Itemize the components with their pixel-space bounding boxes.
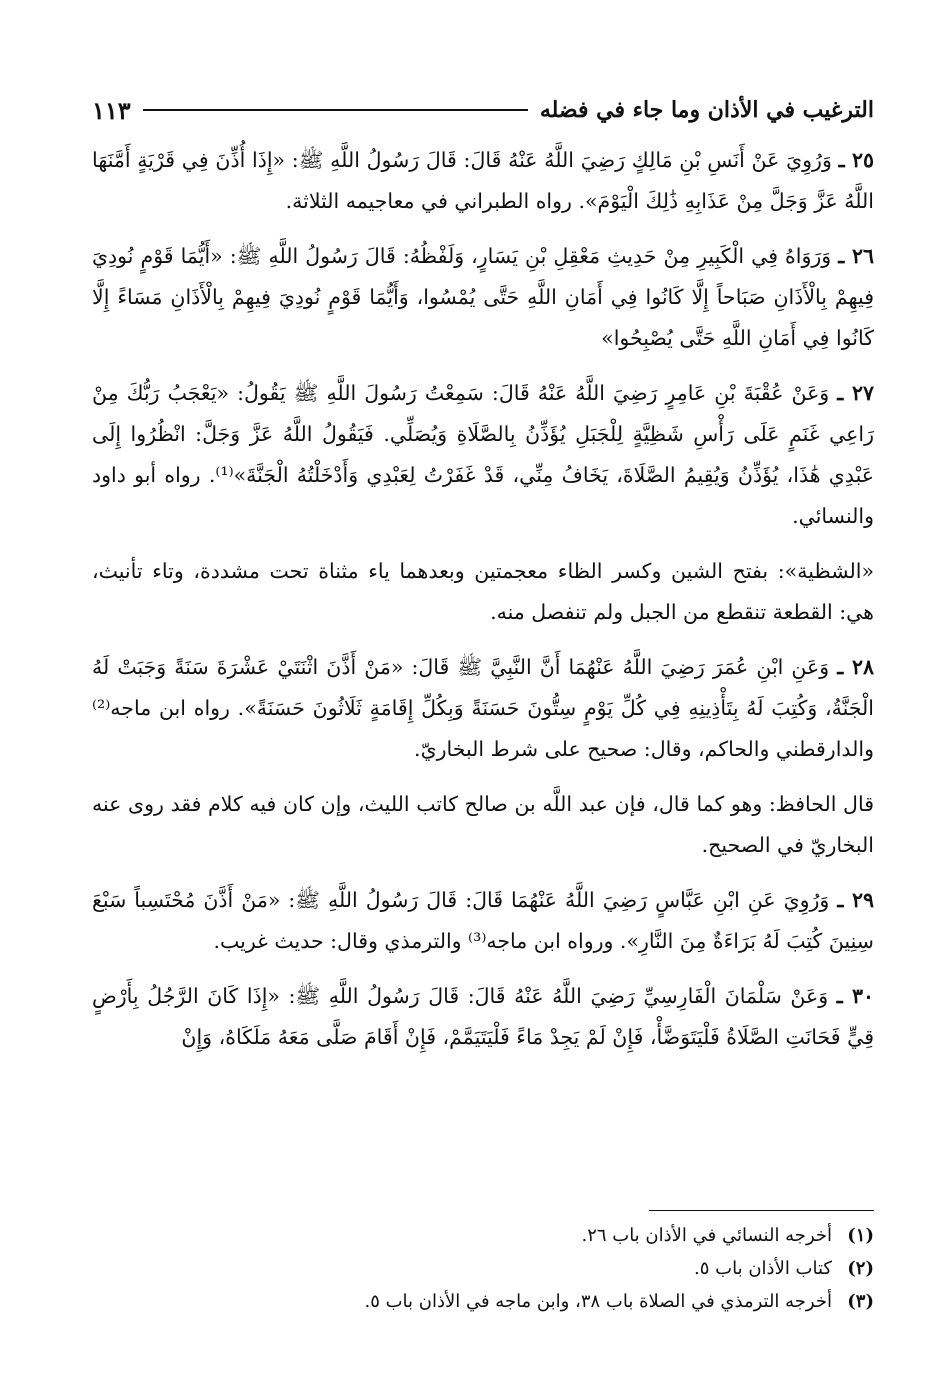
footnote-text: كتاب الأذان باب ٥.: [694, 1258, 832, 1279]
hadith-paragraph: [92, 880, 874, 962]
header-rule: [143, 109, 528, 111]
hadith-paragraph: [92, 236, 874, 359]
commentary-paragraph: [92, 551, 874, 633]
hadith-text: وَعَنِ ابْنِ عُمَرَ رَضِيَ اللَّهُ عَنْهُمَا أَنَّ النَّبِيَّ ﷺ قَالَ: «مَنْ أَذَّنَ اثْنَتَيْ عَشْرَةَ سَنَةً وَجَبَتْ لَهُ الْجَنَّةُ، وَكُتِبَ لَهُ بِتَأْذِينِهِ فِي كُلِّ يَوْمٍ سِتُّونَ حَسَنَةً وَبِكُلِّ إِقَامَةٍ ثَلَاثُونَ حَسَنَةً». رواه ابن ماجه⁽²⁾ والدارقطني والحاكم، وقال: صحيح على شرط البخاريّ.: [92, 655, 874, 761]
commentary-text: «الشظية»: بفتح الشين وكسر الظاء معجمتين وبعدهما ياء مثناة تحت مشددة، وتاء تأنيث، هي: القطعة تنقطع من الجبل ولم تنفصل منه.: [92, 559, 874, 624]
hadith-paragraph: [92, 647, 874, 770]
hadith-number: ٣٠ ـ: [836, 984, 874, 1008]
hadith-number: ٢٦ ـ: [838, 244, 874, 268]
footnote-mark: (٢): [847, 1258, 874, 1279]
hadith-paragraph: [92, 976, 874, 1058]
hadith-paragraph: [92, 140, 874, 222]
hadith-number: ٢٧ ـ: [837, 381, 874, 405]
hadith-text: وَرُوِيَ عَنْ أَنَسِ بْنِ مَالِكٍ رَضِيَ اللَّهُ عَنْهُ قَالَ: قَالَ رَسُولُ اللَّهِ ﷺ: «إِذَا أُذِّنَ فِي قَرْيَةٍ أَمَّنَهَا اللَّهُ عَزَّ وَجَلَّ مِنْ عَذَابِهِ ذَٰلِكَ الْيَوْمَ». رواه الطبراني في معاجيمه الثلاثة.: [92, 148, 874, 213]
footnote: [92, 1219, 874, 1252]
running-header: [92, 90, 874, 130]
hadith-text: وَعَنْ عُقْبَةَ بْنِ عَامِرٍ رَضِيَ اللَّهُ عَنْهُ قَالَ: سَمِعْتُ رَسُولَ اللَّهِ ﷺ يَقُولُ: «يَعْجَبُ رَبُّكَ مِنْ رَاعِي غَنَمٍ عَلَى رَأْسِ شَظِيَّةٍ لِلْجَبَلِ يُؤَذِّنُ بِالصَّلَاةِ وَيُصَلِّي. فَيَقُولُ اللَّهُ عَزَّ وَجَلَّ: انْظُرُوا إِلَى عَبْدِي هَٰذَا، يُؤَذِّنُ وَيُقِيمُ الصَّلَاةَ، يَخَافُ مِنِّي، قَدْ غَفَرْتُ لِعَبْدِي وَأَدْخَلْتُهُ الْجَنَّةَ»⁽¹⁾. رواه أبو داود والنسائي.: [92, 381, 874, 528]
hadith-text: وَعَنْ سَلْمَانَ الْفَارِسِيِّ رَضِيَ اللَّهُ عَنْهُ قَالَ: قَالَ رَسُولُ اللَّهِ ﷺ: «إِذَا كَانَ الرَّجُلُ بِأَرْضٍ قِيٍّ فَحَانَتِ الصَّلَاةُ فَلْيَتَوَضَّأْ، فَإِنْ لَمْ يَجِدْ مَاءً فَلْيَتَيَمَّمْ، فَإِنْ أَقَامَ صَلَّى مَعَهُ مَلَكَاهُ، وَإِنْ: [92, 984, 874, 1049]
footnote-text: أخرجه النسائي في الأذان باب ٢٦.: [581, 1225, 832, 1246]
hadith-number: ٢٩ ـ: [837, 888, 874, 912]
footnote: [92, 1285, 874, 1318]
hadith-text: وَرُوِيَ عَنِ ابْنِ عَبَّاسٍ رَضِيَ اللَّهُ عَنْهُمَا قَالَ: قَالَ رَسُولُ اللَّهِ ﷺ: «مَنْ أَذَّنَ مُحْتَسِباً سَبْعَ سِنِينَ كُتِبَ لَهُ بَرَاءَةٌ مِنَ النَّارِ». ورواه ابن ماجه⁽³⁾ والترمذي وقال: حديث غريب.: [92, 888, 874, 953]
footnotes: [92, 1210, 874, 1318]
hadith-number: ٢٥ ـ: [838, 148, 874, 172]
hadith-number: ٢٨ ـ: [837, 655, 874, 679]
hadith-paragraph: [92, 373, 874, 537]
chapter-title: الترغيب في الأذان وما جاء في فضله: [539, 97, 874, 123]
commentary-text: قال الحافظ: وهو كما قال، فإن عبد اللَّه بن صالح كاتب الليث، وإن كان فيه كلام فقد روى عنه البخاريّ في الصحيح.: [92, 792, 874, 857]
footnote-rule: [649, 1210, 874, 1211]
main-text: [92, 140, 874, 1072]
hadith-text: وَرَوَاهُ فِي الْكَبِيرِ مِنْ حَدِيثِ مَعْقِلِ بْنِ يَسَارٍ، وَلَفْظُهُ: قَالَ رَسُولُ اللَّهِ ﷺ: «أَيُّمَا قَوْمٍ نُودِيَ فِيهِمْ بِالْأَذَانِ صَبَاحاً إِلَّا كَانُوا فِي أَمَانِ اللَّهِ حَتَّى يُمْسُوا، وَأَيُّمَا قَوْمٍ نُودِيَ فِيهِمْ بِالْأَذَانِ مَسَاءً إِلَّا كَانُوا فِي أَمَانِ اللَّهِ حَتَّى يُصْبِحُوا»: [92, 244, 874, 350]
footnote-mark: (٣): [847, 1291, 874, 1312]
commentary-paragraph: [92, 784, 874, 866]
footnote-mark: (١): [847, 1225, 874, 1246]
page-number: ١١٣: [92, 95, 131, 125]
footnote: [92, 1252, 874, 1285]
footnote-text: أخرجه الترمذي في الصلاة باب ٣٨، وابن ماجه في الأذان باب ٥.: [364, 1291, 832, 1312]
